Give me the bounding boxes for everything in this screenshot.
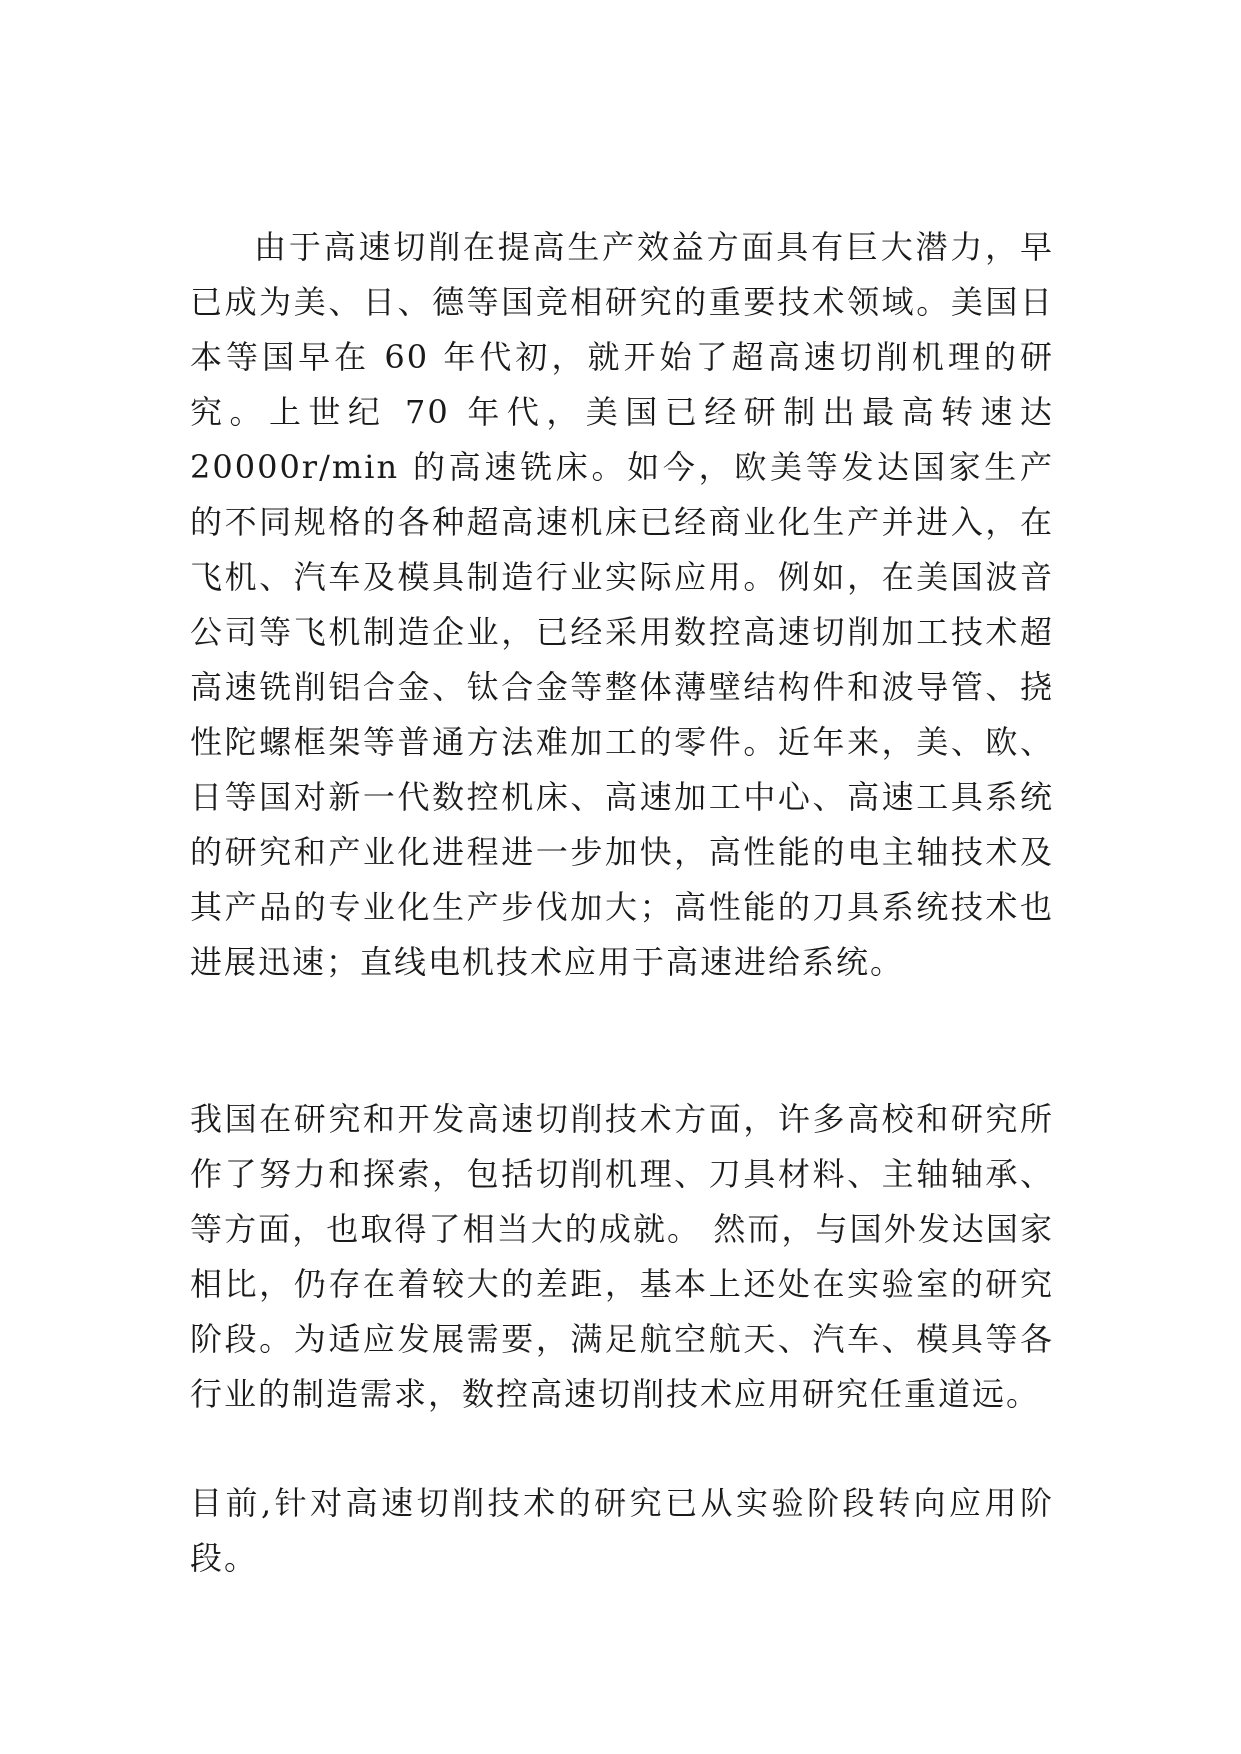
paragraph-domestic-research: 我国在研究和开发高速切削技术方面，许多高校和研究所作了努力和探索，包括切削机理、刀具材料、主轴轴承、等方面，也取得了相当大的成就。 然而，与国外发达国家相比，仍存在着较大的差距，基本上还处在实验室的研究阶段。为适应发展需要，满足航空航天、汽车、模具等各行业的制造需求，数控高速切削技术应用研究任重道远。	[190, 1100, 1054, 1413]
paragraph-current-status: 目前,针对高速切削技术的研究已从实验阶段转向应用阶段。	[190, 1484, 1054, 1577]
paragraph-high-speed-cutting-abroad: 由于高速切削在提高生产效益方面具有巨大潜力，早已成为美、日、德等国竞相研究的重要技术领域。美国日本等国早在 60 年代初，就开始了超高速切削机理的研究。上世纪 70 年代，美国已经研制出最高转速达 20000r/min 的高速铣床。如今，欧美等发达国家生产的不同规格的各种超高速机床已经商业化生产并进入，在飞机、汽车及模具制造行业实际应用。例如，在美国波音公司等飞机制造企业，已经采用数控高速切削加工技术超高速铣削铝合金、钛合金等整体薄壁结构件和波导管、挠性陀螺框架等普通方法难加工的零件。近年来，美、欧、日等国对新一代数控机床、高速加工中心、高速工具系统的研究和产业化进程进一步加快，高性能的电主轴技术及其产品的专业化生产步伐加大；高性能的刀具系统技术也进展迅速；直线电机技术应用于高速进给系统。	[190, 228, 1054, 981]
